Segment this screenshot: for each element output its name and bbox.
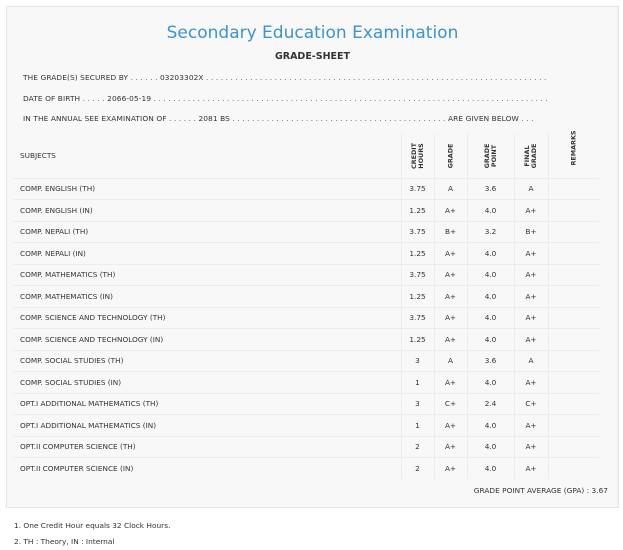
- final-grade: A: [514, 178, 548, 200]
- table-row: [13, 200, 599, 222]
- grade-point: 3.2: [467, 221, 514, 243]
- remarks: [548, 286, 599, 308]
- grade: A+: [434, 415, 467, 437]
- credit-hours: 3: [401, 393, 434, 415]
- subject-name: OPT.I ADDITIONAL MATHEMATICS (IN): [20, 420, 157, 430]
- credit-hours-header: CREDIT HOURS: [409, 142, 425, 169]
- credit-hours: 1: [401, 415, 434, 437]
- grade-point: 4.0: [467, 264, 514, 286]
- final-grade: A+: [514, 458, 548, 480]
- table-row: [13, 415, 599, 437]
- subject-name: COMP. ENGLISH (TH): [20, 184, 96, 194]
- credit-hours: 3: [401, 350, 434, 372]
- grade: A+: [434, 307, 467, 329]
- dob-value: 2066-05-19: [107, 94, 152, 103]
- final-grade: A+: [514, 329, 548, 351]
- secured-by-line: THE GRADE(S) SECURED BY . . . . . . 03203302X . . . . . . . . . . . . . . . . . . . . . . . . . . . . . . . . . . . . . . . . . . . . . . . . . . . . . . . . . . . . . . . . . . . . . .: [23, 73, 547, 82]
- credit-hours: 3.75: [401, 221, 434, 243]
- final-grade-header: FINAL GRADE: [523, 143, 538, 169]
- grade: A+: [434, 436, 467, 458]
- grade-point: 3.6: [467, 178, 514, 200]
- grade: A+: [434, 243, 467, 265]
- final-grade: A+: [514, 436, 548, 458]
- final-grade: A+: [514, 200, 548, 222]
- credit-hours: 1.25: [401, 243, 434, 265]
- grade-point: 4.0: [467, 286, 514, 308]
- final-grade: A+: [514, 372, 548, 394]
- table-row: [13, 221, 599, 243]
- grade-point: 4.0: [467, 329, 514, 351]
- grade: A: [434, 350, 467, 372]
- exam-suffix: ARE GIVEN BELOW: [447, 114, 519, 123]
- credit-hours: 3.75: [401, 264, 434, 286]
- subjects-header: SUBJECTS: [20, 151, 56, 161]
- subject-name: COMP. MATHEMATICS (TH): [20, 270, 116, 280]
- subject-name: COMP. NEPALI (IN): [20, 248, 86, 258]
- credit-hours: 2: [401, 436, 434, 458]
- gpa-value: 3.67: [591, 486, 608, 495]
- grade-point: 4.0: [467, 415, 514, 437]
- gpa-label: GRADE POINT AVERAGE (GPA) :: [473, 486, 590, 495]
- grade-point-header: GRADE POINT: [482, 143, 498, 169]
- credit-hours: 1.25: [401, 200, 434, 222]
- dob-line: DATE OF BIRTH . . . . . 2066-05-19 . . . . . . . . . . . . . . . . . . . . . . . . . . . . . . . . . . . . . . . . . . . . . . . . . . . . . . . . . . . . . . . . . . . . . . . . . . . . . . . . .: [23, 94, 548, 103]
- grade-point: 4.0: [467, 200, 514, 222]
- secured-by-label: THE GRADE(S) SECURED BY: [23, 73, 129, 82]
- subject-name: COMP. SCIENCE AND TECHNOLOGY (TH): [20, 313, 166, 323]
- final-grade: C+: [514, 393, 548, 415]
- remarks: [548, 221, 599, 243]
- remarks: [548, 350, 599, 372]
- final-grade: A+: [514, 243, 548, 265]
- remarks: [548, 264, 599, 286]
- remarks-header-cell: [548, 130, 599, 178]
- table-row: [13, 243, 599, 265]
- page-title: Secondary Education Examination: [166, 23, 459, 43]
- final-grade: B+: [514, 221, 548, 243]
- table-row: [13, 393, 599, 415]
- grade-point: 3.6: [467, 350, 514, 372]
- grade-point: 4.0: [467, 436, 514, 458]
- final-grade: A: [514, 350, 548, 372]
- final-grade: A+: [514, 415, 548, 437]
- table-header-row: [13, 134, 599, 178]
- table-row: [13, 458, 599, 480]
- remarks: [548, 415, 599, 437]
- remarks: [548, 243, 599, 265]
- grade: A+: [434, 372, 467, 394]
- subject-name: OPT.II COMPUTER SCIENCE (TH): [20, 442, 136, 452]
- credit-hours: 3.75: [401, 307, 434, 329]
- table-row: [13, 264, 599, 286]
- subject-name: COMP. ENGLISH (IN): [20, 205, 93, 215]
- final-grade: A+: [514, 264, 548, 286]
- subject-name: COMP. MATHEMATICS (IN): [20, 291, 113, 301]
- table-row: [13, 307, 599, 329]
- grade: A+: [434, 458, 467, 480]
- grade: A+: [434, 329, 467, 351]
- grade-sheet: [6, 6, 619, 508]
- dob-label: DATE OF BIRTH: [23, 94, 81, 103]
- grade: A: [434, 178, 467, 200]
- final-grade: A+: [514, 307, 548, 329]
- grade-header-cell: [434, 134, 467, 178]
- grade-point-header-cell: [467, 134, 514, 178]
- grade: C+: [434, 393, 467, 415]
- table-row: [13, 286, 599, 308]
- credit-hours: 3.75: [401, 178, 434, 200]
- grade-point: 4.0: [467, 243, 514, 265]
- footnotes: [14, 518, 170, 550]
- footnote-item: 2. TH : Theory, IN : Internal: [14, 537, 115, 546]
- table-row: [13, 436, 599, 458]
- table-row: [13, 372, 599, 394]
- grade-point: 4.0: [467, 307, 514, 329]
- grade-sheet-heading: GRADE-SHEET: [274, 51, 351, 62]
- grade: A+: [434, 200, 467, 222]
- remarks: [548, 372, 599, 394]
- remarks: [548, 200, 599, 222]
- remarks: [548, 329, 599, 351]
- remarks: [548, 436, 599, 458]
- table-row: [13, 350, 599, 372]
- credit-hours: 2: [401, 458, 434, 480]
- grade: B+: [434, 221, 467, 243]
- table-row: [13, 329, 599, 351]
- grades-table: [13, 130, 599, 479]
- gpa-line: [474, 486, 608, 495]
- remarks-header: REMARKS: [569, 130, 578, 166]
- credit-hours: 1: [401, 372, 434, 394]
- exam-line: IN THE ANNUAL SEE EXAMINATION OF . . . . . . 2081 BS . . . . . . . . . . . . . . . . . . . . . . . . . . . . . . . . . . . . . . . . . . . . ARE GIVEN BELOW . . .: [23, 114, 534, 123]
- final-grade-header-cell: [514, 134, 548, 178]
- grade: A+: [434, 286, 467, 308]
- remarks: [548, 393, 599, 415]
- subject-name: OPT.II COMPUTER SCIENCE (IN): [20, 464, 134, 473]
- exam-label: IN THE ANNUAL SEE EXAMINATION OF: [23, 114, 167, 123]
- remarks: [548, 307, 599, 329]
- subject-name: OPT.I ADDITIONAL MATHEMATICS (TH): [20, 399, 159, 409]
- credit-hours: 1.25: [401, 329, 434, 351]
- grade: A+: [434, 264, 467, 286]
- final-grade: A+: [514, 286, 548, 308]
- credit-hours-header-cell: [401, 134, 434, 178]
- credit-hours: 1.25: [401, 286, 434, 308]
- remarks: [548, 178, 599, 200]
- grade-point: 4.0: [467, 372, 514, 394]
- subject-name: COMP. SCIENCE AND TECHNOLOGY (IN): [20, 334, 164, 344]
- table-row: [13, 178, 599, 200]
- remarks: [548, 458, 599, 480]
- subject-name: COMP. NEPALI (TH): [20, 227, 89, 237]
- exam-year: 2081 BS: [198, 114, 230, 123]
- footnote-item: 1. One Credit Hour equals 32 Clock Hours.: [14, 521, 171, 530]
- grade-point: 4.0: [467, 458, 514, 480]
- grade-point: 2.4: [467, 393, 514, 415]
- subject-name: COMP. SOCIAL STUDIES (IN): [20, 377, 122, 387]
- grade-header: GRADE: [446, 143, 454, 169]
- symbol-number: 03203302X: [160, 73, 204, 82]
- subject-name: COMP. SOCIAL STUDIES (TH): [20, 356, 124, 366]
